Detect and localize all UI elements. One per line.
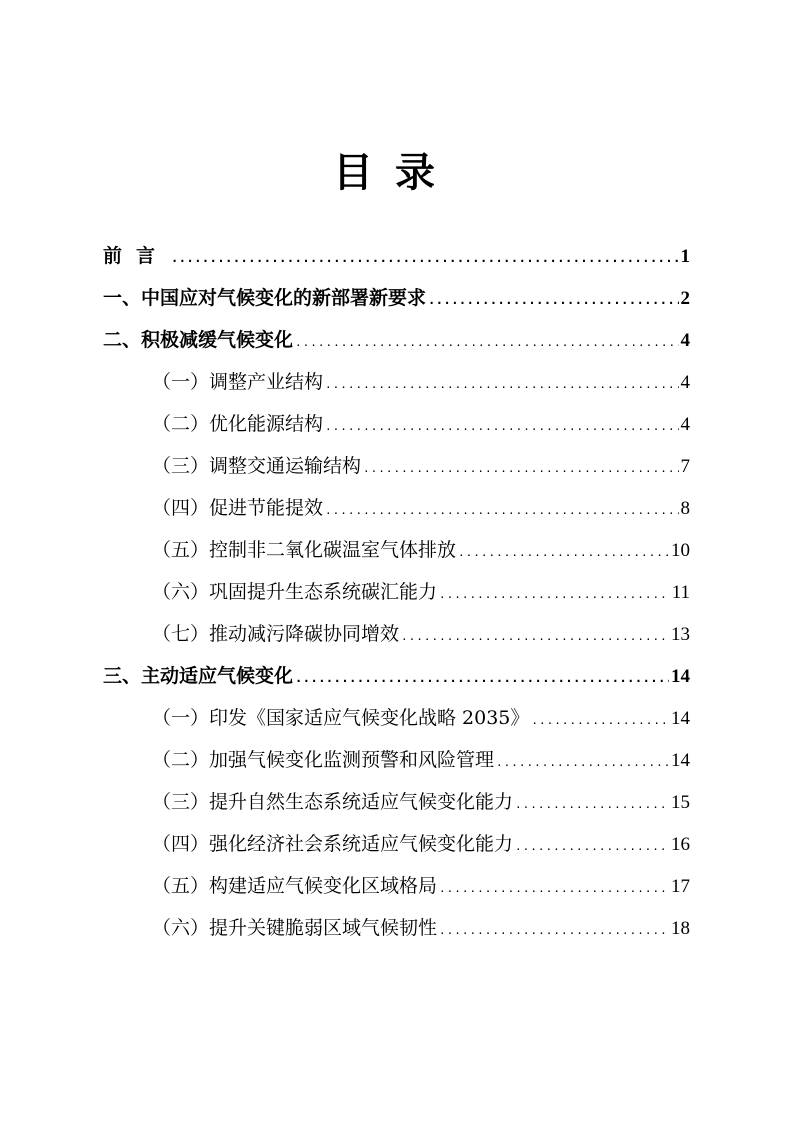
toc-entry[interactable] [103,325,690,355]
toc-entry-label: （一）调整产业结构 [152,371,324,393]
toc-entry[interactable] [103,241,690,271]
toc-page-number: 17 [671,876,690,897]
toc-leader-dots [439,580,670,610]
toc-leader-dots [401,622,669,652]
toc-entry[interactable] [152,745,690,775]
toc-leader-dots [171,243,678,273]
toc-entry[interactable] [152,829,690,859]
toc-entry-label: 一、中国应对气候变化的新部署新要求 [103,287,427,309]
toc-page-number: 14 [671,666,690,687]
toc-leader-dots [295,663,669,693]
toc-leader-dots [325,496,678,526]
toc-page-number: 14 [671,708,690,729]
toc-leader-dots [458,538,669,568]
toc-page-number: 18 [671,918,690,939]
toc-page-number: 1 [680,246,690,267]
toc-entry-label: （七）推动减污降碳协同增效 [152,623,400,645]
toc-page-number: 16 [671,834,690,855]
toc-entry-label: （二）加强气候变化监测预警和风险管理 [152,749,495,771]
toc-entry-label: （六）巩固提升生态系统碳汇能力 [152,581,438,603]
toc-entry-label: 前言 [103,245,170,267]
toc-leader-dots [515,832,669,862]
toc-entry[interactable] [152,577,690,607]
toc-leader-dots [325,412,678,442]
toc-entry[interactable] [152,913,690,943]
toc-leader-dots [531,706,669,736]
toc-entry[interactable] [152,493,690,523]
toc-page-number: 13 [671,624,690,645]
toc-entry-label: 三、主动适应气候变化 [103,665,294,687]
toc-entry-label: 二、积极减缓气候变化 [103,329,294,351]
toc-page-number: 7 [680,456,690,477]
toc-entry[interactable] [103,661,690,691]
toc-page-number: 4 [680,372,690,393]
toc-entry-label: （四）强化经济社会系统适应气候变化能力 [152,833,514,855]
toc-entry-label: （六）提升关键脆弱区域气候韧性 [152,917,438,939]
toc-leader-dots [439,916,669,946]
toc-entry-label: （三）提升自然生态系统适应气候变化能力 [152,791,514,813]
toc-entry-label: （四）促进节能提效 [152,497,324,519]
toc-page-number: 4 [680,330,690,351]
toc-entry[interactable] [152,787,690,817]
toc-entry-label: （二）优化能源结构 [152,413,324,435]
toc-leader-dots [439,874,669,904]
toc-entry[interactable] [152,367,690,397]
toc-page-number: 4 [680,414,690,435]
toc-entry[interactable] [152,619,690,649]
toc-entry[interactable] [152,409,690,439]
toc-page-number: 11 [671,582,690,603]
toc-entry[interactable] [152,535,690,565]
toc-page-number: 2 [680,288,690,309]
toc-entry[interactable] [103,283,690,313]
toc-leader-dots [325,370,678,400]
toc-leader-dots [515,790,669,820]
toc-leader-dots [363,454,678,484]
page-title: 目录 [333,149,457,196]
toc-entry[interactable] [152,703,690,733]
toc-leader-dots [428,285,678,315]
toc-leader-dots [496,748,669,778]
toc-entry-label: （三）调整交通运输结构 [152,455,362,477]
toc-entry[interactable] [152,871,690,901]
toc-page-number: 14 [671,750,690,771]
toc-entry[interactable] [152,451,690,481]
toc-page-number: 8 [680,498,690,519]
toc-page-number: 10 [671,540,690,561]
toc-page-number: 15 [671,792,690,813]
toc-entry-label: （一）印发《国家适应气候变化战略 2035》 [152,707,530,729]
toc-entry-label: （五）构建适应气候变化区域格局 [152,875,438,897]
toc-leader-dots [295,328,678,358]
toc-entry-label: （五）控制非二氧化碳温室气体排放 [152,539,457,561]
